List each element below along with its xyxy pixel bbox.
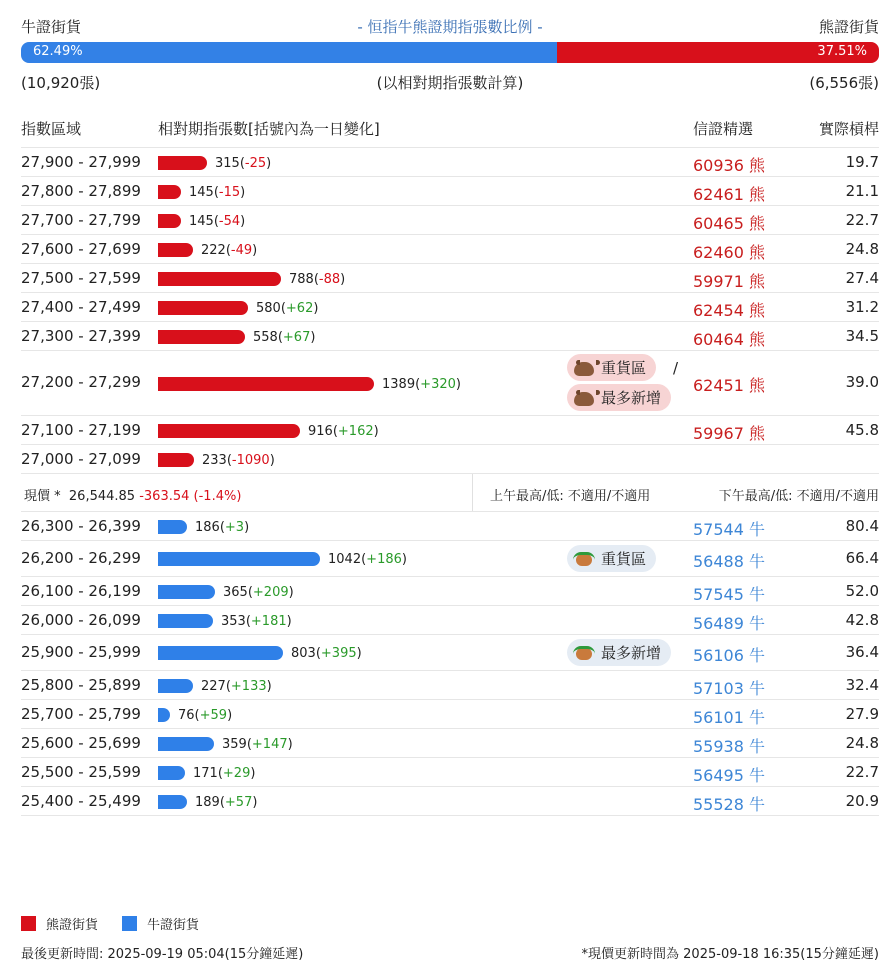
tag-label: 重貨區: [601, 359, 647, 377]
effective-leverage: 45.8: [845, 421, 879, 439]
price-change: -363.54 (-1.4%): [139, 489, 242, 504]
contracts-cell: [158, 765, 255, 781]
index-range: 26,100 - 26,199: [21, 582, 141, 600]
col-pick: 信證精選: [693, 120, 754, 138]
contracts-count: 186: [195, 519, 220, 535]
warrant-code-link[interactable]: 56106 牛: [693, 646, 765, 665]
contracts-count: 788: [289, 271, 314, 287]
effective-leverage: 36.4: [845, 643, 879, 661]
tag-separator: /: [673, 359, 679, 377]
contracts-value: 189(+57): [195, 794, 258, 810]
index-range: 27,300 - 27,399: [21, 327, 141, 345]
warrant-code-link[interactable]: 60936 熊: [693, 156, 765, 175]
contracts-cell: [158, 271, 345, 287]
bear-contracts-bar: [158, 272, 281, 286]
panel-title: - 恒指牛熊證期指張數比例 -: [357, 18, 543, 36]
table-row: [21, 235, 879, 264]
effective-leverage: 80.4: [845, 517, 879, 535]
contracts-value: 145(-15): [189, 184, 246, 200]
contracts-count: 222: [201, 242, 226, 258]
col-range: 指數區域: [21, 120, 82, 138]
price-value: 26,544.85: [68, 489, 136, 504]
effective-leverage: 42.8: [845, 611, 879, 629]
effective-leverage: 31.2: [845, 298, 879, 316]
bull-contracts-bar: [158, 585, 215, 599]
effective-leverage: 27.4: [845, 269, 879, 287]
effective-leverage: 52.0: [845, 582, 879, 600]
daily-change: +3: [224, 519, 245, 535]
legend-bear-swatch: [21, 916, 36, 931]
contracts-value: 171(+29): [193, 765, 256, 781]
bear-icon: [573, 390, 595, 406]
bull-contracts-bar: [158, 520, 187, 534]
effective-leverage: 22.7: [845, 211, 879, 229]
contracts-value: 233(-1090): [202, 452, 275, 468]
pm-high-low: 下午最高/低: 不適用/不適用: [718, 489, 879, 504]
index-range: 25,600 - 25,699: [21, 734, 141, 752]
current-price-bar: [21, 474, 879, 512]
effective-leverage: 20.9: [845, 792, 879, 810]
contracts-value: 145(-54): [189, 213, 246, 229]
warrant-code-link[interactable]: 59967 熊: [693, 424, 765, 443]
daily-change: -49: [230, 242, 253, 258]
ratio-header: [21, 14, 879, 40]
bear-contracts-bar: [158, 156, 207, 170]
index-range: 27,000 - 27,099: [21, 450, 141, 468]
warrant-code-link[interactable]: 56101 牛: [693, 708, 765, 727]
contracts-count: 916: [308, 423, 333, 439]
table-row: [21, 322, 879, 351]
table-row: [21, 148, 879, 177]
table-row: [21, 577, 879, 606]
bull-contracts-bar: [158, 552, 320, 566]
bear-contracts-bar: [158, 330, 245, 344]
most-added-tag: [567, 639, 671, 666]
table-row: [21, 351, 879, 416]
warrant-code-link[interactable]: 62451 熊: [693, 376, 765, 395]
warrant-code-link[interactable]: 57103 牛: [693, 679, 765, 698]
index-range: 26,200 - 26,299: [21, 549, 141, 567]
heavy-zone-tag: [567, 545, 656, 572]
bull-ratio-pct: 62.49%: [33, 44, 83, 59]
table-row: [21, 512, 879, 541]
contracts-count: 315: [215, 155, 240, 171]
bear-rows: [21, 148, 879, 474]
effective-leverage: 24.8: [845, 734, 879, 752]
contracts-cell: [158, 613, 292, 629]
bull-contracts-bar: [158, 708, 170, 722]
contracts-value: 916(+162): [308, 423, 379, 439]
contracts-cell: [158, 707, 232, 723]
table-row: [21, 758, 879, 787]
legend-bull-swatch: [122, 916, 137, 931]
warrant-code-link[interactable]: 62461 熊: [693, 185, 765, 204]
index-range: 27,500 - 27,599: [21, 269, 141, 287]
table-row: [21, 206, 879, 235]
daily-change: -88: [318, 271, 341, 287]
tag-label: 重貨區: [601, 550, 647, 568]
contracts-cell: [158, 551, 407, 567]
legend-bull-label: 牛證街貨: [147, 918, 200, 933]
ratio-counts: [21, 63, 879, 99]
table-row: [21, 729, 879, 758]
index-range: 26,300 - 26,399: [21, 517, 141, 535]
contracts-count: 189: [195, 794, 220, 810]
warrant-code-link[interactable]: 60464 熊: [693, 330, 765, 349]
ratio-bar: [21, 42, 879, 63]
legend-bear-label: 熊證街貨: [46, 918, 99, 933]
contracts-cell: [158, 736, 293, 752]
index-range: 25,900 - 25,999: [21, 643, 141, 661]
index-range: 25,500 - 25,599: [21, 763, 141, 781]
contracts-value: 803(+395): [291, 645, 362, 661]
contracts-count: 227: [201, 678, 226, 694]
bear-label: 熊證街貨: [818, 18, 879, 36]
heavy-zone-tag: [567, 354, 656, 381]
contracts-cell: [158, 678, 272, 694]
index-range: 25,700 - 25,799: [21, 705, 141, 723]
contracts-cell: [158, 184, 245, 200]
bull-contracts-bar: [158, 679, 193, 693]
contracts-value: 365(+209): [223, 584, 294, 600]
index-range: 27,800 - 27,899: [21, 182, 141, 200]
warrant-code-link[interactable]: 62460 熊: [693, 243, 765, 262]
table-row: [21, 264, 879, 293]
daily-change: +395: [320, 645, 357, 661]
table-row: [21, 700, 879, 729]
table-row: [21, 671, 879, 700]
contracts-value: 788(-88): [289, 271, 346, 287]
contracts-count: 558: [253, 329, 278, 345]
contracts-value: 580(+62): [256, 300, 319, 316]
bull-count: (10,920張): [21, 74, 101, 92]
contracts-count: 145: [189, 184, 214, 200]
bull-label: 牛證街貨: [21, 18, 82, 36]
contracts-cell: [158, 452, 275, 468]
contracts-count: 145: [189, 213, 214, 229]
contracts-count: 803: [291, 645, 316, 661]
bear-ratio-pct: 37.51%: [817, 44, 867, 59]
contracts-count: 359: [222, 736, 247, 752]
most-added-tag: [567, 384, 671, 411]
divider: [472, 474, 473, 511]
daily-change: +62: [285, 300, 314, 316]
daily-change: +320: [420, 376, 456, 392]
effective-leverage: 19.7: [845, 153, 879, 171]
contracts-cell: [158, 329, 315, 345]
warrant-code-link[interactable]: 62454 熊: [693, 301, 765, 320]
warrant-code-link[interactable]: 56489 牛: [693, 614, 765, 633]
effective-leverage: 66.4: [845, 549, 879, 567]
index-range: 25,800 - 25,899: [21, 676, 141, 694]
daily-change: +67: [282, 329, 311, 345]
effective-leverage: 22.7: [845, 763, 879, 781]
daily-change: +181: [250, 613, 287, 629]
table-row: [21, 177, 879, 206]
bear-contracts-bar: [158, 301, 248, 315]
bull-bear-panel: [21, 14, 879, 816]
bull-rows: [21, 512, 879, 816]
table-row: [21, 787, 879, 816]
contracts-value: 222(-49): [201, 242, 258, 258]
daily-change: +147: [251, 736, 288, 752]
bear-contracts-bar: [158, 424, 300, 438]
table-header: [21, 108, 879, 148]
current-price: [24, 485, 241, 504]
col-leverage: 實際槓桿: [818, 120, 879, 138]
bull-contracts-bar: [158, 737, 214, 751]
warrant-code-link[interactable]: 56488 牛: [693, 552, 765, 571]
contracts-cell: [158, 242, 257, 258]
daily-change: -54: [218, 213, 241, 229]
contracts-cell: [158, 645, 362, 661]
bull-icon: [573, 551, 595, 567]
daily-change: +59: [199, 707, 228, 723]
contracts-value: 315(-25): [215, 155, 272, 171]
contracts-value: 558(+67): [253, 329, 316, 345]
contracts-cell: [158, 423, 379, 439]
contracts-cell: [158, 213, 245, 229]
bear-icon: [573, 360, 595, 376]
daily-change: -1090: [231, 452, 270, 468]
effective-leverage: 39.0: [845, 373, 879, 391]
contracts-cell: [158, 155, 271, 171]
daily-change: +209: [252, 584, 289, 600]
price-updated: *現價更新時間為 2025-09-18 16:35(15分鐘延遲): [581, 947, 879, 962]
bear-count: (6,556張): [809, 74, 879, 92]
bear-ratio-fill: [557, 42, 879, 63]
effective-leverage: 34.5: [845, 327, 879, 345]
contracts-count: 1389: [382, 376, 416, 392]
bear-contracts-bar: [158, 185, 181, 199]
contracts-value: 227(+133): [201, 678, 272, 694]
table-row: [21, 635, 879, 671]
contracts-value: 353(+181): [221, 613, 292, 629]
bull-contracts-bar: [158, 766, 185, 780]
bull-ratio-fill: [21, 42, 557, 63]
contracts-value: 1389(+320): [382, 376, 461, 392]
contracts-count: 76: [178, 707, 195, 723]
contracts-count: 1042: [328, 551, 362, 567]
bear-contracts-bar: [158, 453, 194, 467]
daily-change: +57: [224, 794, 253, 810]
contracts-count: 580: [256, 300, 281, 316]
table-row: [21, 416, 879, 445]
contracts-cell: [158, 300, 318, 316]
contracts-cell: [158, 376, 461, 392]
bear-contracts-bar: [158, 243, 193, 257]
index-range: 25,400 - 25,499: [21, 792, 141, 810]
last-updated: 最後更新時間: 2025-09-19 05:04(15分鐘延遲): [21, 947, 304, 962]
contracts-value: 1042(+186): [328, 551, 407, 567]
effective-leverage: 21.1: [845, 182, 879, 200]
effective-leverage: 27.9: [845, 705, 879, 723]
am-high-low: 上午最高/低: 不適用/不適用: [490, 489, 651, 504]
warrant-code-link[interactable]: 59971 熊: [693, 272, 765, 291]
index-range: 27,100 - 27,199: [21, 421, 141, 439]
warrant-code-link[interactable]: 57545 牛: [693, 585, 765, 604]
daily-change: -25: [244, 155, 267, 171]
contracts-count: 353: [221, 613, 246, 629]
bull-contracts-bar: [158, 795, 187, 809]
warrant-code-link[interactable]: 57544 牛: [693, 520, 765, 539]
daily-change: +29: [222, 765, 251, 781]
warrant-code-link[interactable]: 55528 牛: [693, 795, 765, 814]
contracts-cell: [158, 794, 257, 810]
contracts-count: 171: [193, 765, 218, 781]
bear-contracts-bar: [158, 214, 181, 228]
contracts-value: 76(+59): [178, 707, 233, 723]
daily-change: +186: [366, 551, 402, 567]
daily-change: -15: [218, 184, 241, 200]
index-range: 27,700 - 27,799: [21, 211, 141, 229]
tag-label: 最多新增: [601, 644, 662, 662]
daily-change: +133: [230, 678, 267, 694]
warrant-code-link[interactable]: 56495 牛: [693, 766, 765, 785]
table-row: [21, 293, 879, 322]
effective-leverage: 24.8: [845, 240, 879, 258]
contracts-value: 186(+3): [195, 519, 250, 535]
tag-label: 最多新增: [601, 389, 662, 407]
table-row: [21, 606, 879, 635]
index-range: 27,900 - 27,999: [21, 153, 141, 171]
index-range: 27,600 - 27,699: [21, 240, 141, 258]
contracts-count: 233: [202, 452, 227, 468]
contracts-count: 365: [223, 584, 248, 600]
table-row: [21, 541, 879, 577]
daily-change: +162: [337, 423, 374, 439]
index-range: 27,200 - 27,299: [21, 373, 141, 391]
col-contracts: 相對期指張數[括號內為一日變化]: [158, 120, 380, 138]
warrant-code-link[interactable]: 60465 熊: [693, 214, 765, 233]
contracts-value: 359(+147): [222, 736, 293, 752]
effective-leverage: 32.4: [845, 676, 879, 694]
table-row: [21, 445, 879, 474]
contracts-cell: [158, 584, 294, 600]
bear-contracts-bar: [158, 377, 374, 391]
bull-contracts-bar: [158, 614, 213, 628]
index-range: 27,400 - 27,499: [21, 298, 141, 316]
price-label: 現價 *: [24, 489, 61, 504]
bull-contracts-bar: [158, 646, 283, 660]
warrant-code-link[interactable]: 55938 牛: [693, 737, 765, 756]
index-range: 26,000 - 26,099: [21, 611, 141, 629]
bull-icon: [573, 645, 595, 661]
contracts-cell: [158, 519, 249, 535]
ratio-note: (以相對期指張數計算): [376, 74, 524, 92]
legend: [21, 914, 199, 933]
